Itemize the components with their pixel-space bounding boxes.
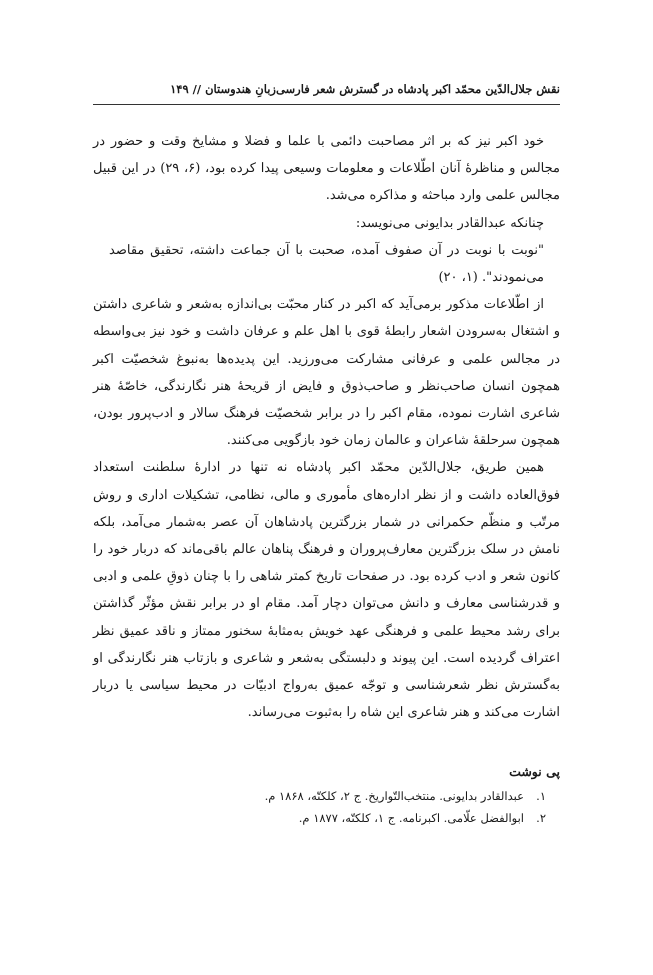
endnote-text: عبدالقادر بدایونی. منتخب‌التّواریخ. ج ۲، کلکتّه، ۱۸۶۸ م.: [264, 789, 524, 803]
endnote-item: [93, 785, 560, 807]
running-title: نقش جلال‌الدّین محمّد اکبر پادشاه در گسترش شعر فارسی‌زبانِ هندوستان // ۱۴۹: [170, 82, 560, 96]
endnote-item: [93, 807, 560, 829]
endnote-number: ۱.: [536, 789, 546, 803]
endnote-number: ۲.: [536, 811, 546, 825]
running-header: [93, 80, 560, 105]
endnotes-title: پی نوشت: [509, 764, 560, 779]
endnotes-list: [93, 785, 560, 829]
endnote-text: ابوالفضل علّامی. اکبرنامه. ج ۱، کلکتّه، ۱۸۷۷ م.: [298, 811, 524, 825]
paragraph-2: از اطّلاعات مذکور برمی‌آید که اکبر در کنار محبّت بی‌اندازه به‌شعر و شاعری داشتن و اشتغال به‌سرودن اشعار رابطهٔ قوی با اهل علم و عرفان داشت و خود نیز بی‌واسطه در مجالس علمی و عرفانی مشارکت می‌ورزید. این پدیده‌ها به‌نبوغ شخصیّت اکبر همچون انسان صاحب‌نظر و صاحب‌ذوق و فایض از قریحهٔ هنر نگارندگی، خاصّهٔ هنر شاعری اشارت نموده، مقام اکبر را در برابر شخصیّت فرهنگ سالار و ادب‌پرور بودن، همچون سرحلقهٔ شاعران و عالمان زمان خود بازگویی می‌کنند.: [93, 297, 560, 449]
paragraph-3: همین طریق، جلال‌الدّین محمّد اکبر پادشاه نه تنها در ادارهٔ سلطنت استعداد فوق‌العاده داشت و از نظر اداره‌های مأموری و مالی، نظامی، تشکیلات اداری و روش مرتّب و منظّم حکمرانی در شمار بزرگترین پادشاهان آن عصر به‌شمار می‌آمد، بلکه نامش در سلک بزرگترین معارف‌پروران و فرهنگ پناهان عالم باقی‌ماند که دربار خود را کانون شعر و ادب کرده بود. در صفحات تاریخ کمتر شاهی را با چنان ذوقِ علمی و ادبی و قدرشناسی معارف و دانش می‌توان دچار آمد. مقام او در برابر نقش مؤثّر گذاشتن برای رشد محیط علمی و فرهنگی عهد خویش به‌مثابهٔ سخنور ممتاز و ناقد عمیق نظر اعتراف گردیده است. این پیوند و دلبستگی به‌شعر و شاعری و بازتاب هنر نگارندگی او به‌گسترش نظر شعرشناسی و توجّه عمیق به‌رواج ادبیّات در محیط سیاسی یا دربار اشارت می‌کند و هنر شاعری این شاه را به‌ثبوت می‌رساند.: [93, 460, 560, 721]
block-quote: "نوبت با نوبت در آن صفوف آمده، صحبت با آن جماعت داشته، تحقیق مقاصد می‌نمودند". (۱، ۲۰): [109, 242, 544, 286]
body-text: [93, 128, 560, 726]
endnotes: [93, 764, 560, 829]
paragraph-1: خود اکبر نیز که بر اثر مصاحبت دائمی با علما و فضلا و مشایخ وقت و حضور در مجالس و مناظرهٔ آنان اطّلاعات و معلومات وسیعی پیدا کرده بود، (۶، ۲۹) در این قبیل مجالس علمی وارد مباحثه و مذاکره می‌شد.: [93, 134, 561, 204]
quote-intro: چنانکه عبدالقادر بدایونی می‌نویسد:: [355, 215, 544, 231]
